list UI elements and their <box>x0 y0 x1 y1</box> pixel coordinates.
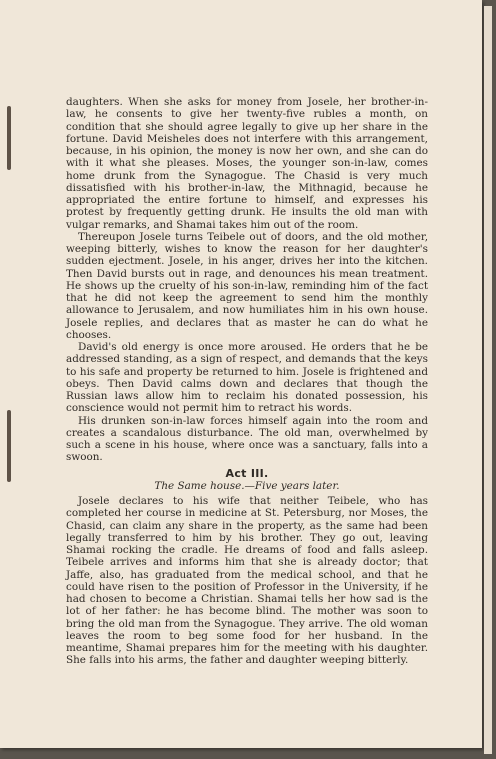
paragraph: Thereupon Josele turns Teibele out of doors, and the old mother, weeping bitterly, wishes to know the reason for her daughter's sudden ejectment. Josele, in his anger, drives her into the kitchen. Then David bursts out in rage, and denounces his mean treatment. He shows up the cruelty of his son-in-law, reminding him of the fact that he did not keep the agreement to send him the monthly allowance to Jerusalem, and now humiliates him in his own house. Josele replies, and declares that as master he can do what he chooses. <box>66 230 428 341</box>
act-subheading: The Same house.—Five years later. <box>154 479 340 492</box>
paragraph: daughters. When she asks for money from Josele, her brother-in-law, he consents to give her twenty-five rubles a month, on condition that she should agree legally to give up her share in the fortune. David Meisheles does not interfere with this arrangement, because, in his opinion, the money is now her own, and she can do with it what she pleases. Moses, the younger son-in-law, comes home drunk from the Synagogue. The Chasid is very much dissatisfied with his brother-in-law, the Mithnagid, because he appropriated the entire fortune to himself, and expresses his protest by frequently getting drunk. He insults the old man with vulgar remarks, and Shamai takes him out of the room. <box>66 96 428 231</box>
page-text <box>66 96 428 667</box>
binding-staple-top <box>7 106 11 170</box>
binding-staple-bottom <box>7 410 11 482</box>
act-heading: Act III. <box>225 466 269 480</box>
page-edge <box>484 6 492 754</box>
paragraph: Josele declares to his wife that neither Teibele, who has completed her course in medicine at St. Petersburg, nor Moses, the Chasid, can claim any share in the property, as the same had been legally transferred to him by his brother. They go out, leaving Shamai rocking the cradle. He dreams of food and falls asleep. Teibele arrives and informs him that she is already doctor; that Jaffe, also, has graduated from the medical school, and that he could have risen to the position of Professor in the University, if he had chosen to become a Christian. Shamai tells her how sad is the lot of her father: he has become blind. The mother was soon to bring the old man from the Synagogue. They arrive. The old woman leaves the room to beg some food for her husband. In the meantime, Shamai prepares him for the meeting with his daughter. She falls into his arms, the father and daughter weeping bitterly. <box>66 495 428 667</box>
paragraph: His drunken son-in-law forces himself again into the room and creates a scandalous disturbance. The old man, overwhelmed by such a scene in his house, where once was a sanctuary, falls into a swoon. <box>66 414 428 464</box>
paragraph: David's old energy is once more aroused. He orders that he be addressed standing, as a sign of respect, and demands that the keys to his safe and property be returned to him. Josele is frightened and obeys. Then David calms down and declares that though the Russian laws allow him to reclaim his donated possession, his conscience would not permit him to retract his words. <box>66 341 428 415</box>
